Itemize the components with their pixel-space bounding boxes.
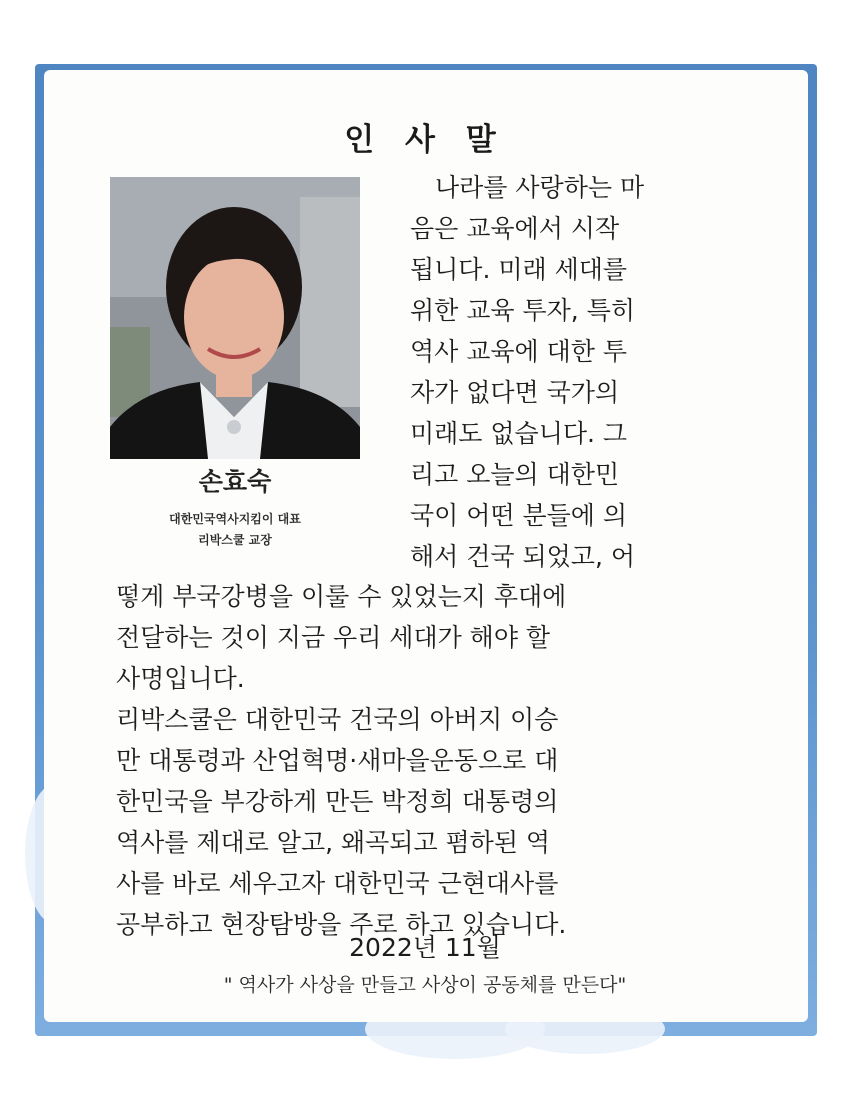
date: 2022년 11월 [349, 933, 501, 962]
text-line: 공부하고 현장탐방을 주로 하고 있습니다. [116, 910, 567, 939]
text-line: 해서 건국 되었고, 어 [410, 542, 635, 571]
text-line: 됩니다. 미래 세대를 [410, 255, 628, 284]
text-line: 사를 바로 세우고자 대한민국 근현대사를 [116, 869, 559, 898]
text-line: 나라를 사랑하는 마 [410, 173, 645, 202]
text-line: 역사 교육에 대한 투 [410, 337, 628, 366]
text-line: 전달하는 것이 지금 우리 세대가 해야 할 [116, 623, 551, 652]
text-line: 만 대통령과 산업혁명·새마을운동으로 대 [116, 746, 559, 775]
author-role-organization: 대한민국역사지킴이 대표 [169, 512, 301, 526]
text-line: 자가 없다면 국가의 [410, 378, 620, 407]
author-role-school: 리박스쿨 교장 [198, 533, 272, 547]
text-line: 떻게 부국강병을 이룰 수 있었는지 후대에 [116, 582, 567, 611]
text-line: 음은 교육에서 시작 [410, 214, 620, 243]
text-line: 위한 교육 투자, 특히 [410, 296, 635, 325]
text-line: 사명입니다. [116, 664, 245, 693]
author-name: 손효숙 [198, 467, 272, 496]
text-line: 리고 오늘의 대한민 [410, 460, 620, 489]
text-line: 한민국을 부강하게 만든 박정희 대통령의 [116, 787, 559, 816]
motto: " 역사가 사상을 만들고 사상이 공동체를 만든다" [223, 974, 627, 996]
text-line: 미래도 없습니다. 그 [410, 419, 628, 448]
text-line: 국이 어떤 분들에 의 [410, 501, 628, 530]
author-photo [110, 177, 360, 459]
text-line: 역사를 제대로 알고, 왜곡되고 폄하된 역 [116, 828, 551, 857]
text-line: 리박스쿨은 대한민국 건국의 아버지 이승 [116, 705, 559, 734]
page-title: 인 사 말 [344, 122, 506, 158]
